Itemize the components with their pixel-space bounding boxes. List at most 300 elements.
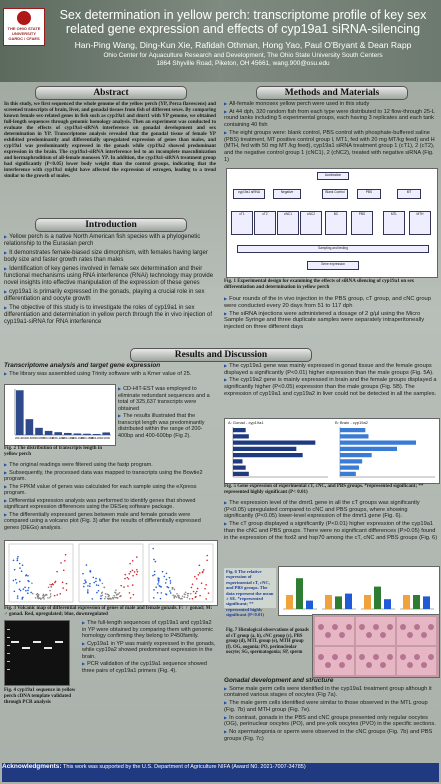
methods-bullet: ▶ All-female monosex yellow perch were used in this study (224, 101, 438, 108)
dmrt-list (224, 500, 438, 542)
methods-heading: Methods and Materials (256, 86, 408, 100)
authors: Han-Ping Wang, Ding-Kun Xie, Rafidah Othman, Hong Yao, Paul O'Bryant & Dean Rapp (74, 40, 412, 50)
introduction-heading: Introduction (35, 218, 187, 232)
result-bullet: ▶ PCR validation of the cyp19a1 sequence showed three pairs of cyp19a1 primers (Fig. 4). (82, 661, 216, 674)
methods-bullet: ▶ The eight groups were: blank control, PBS control with phosphate-buffered saline (PBS) treatment, MT positive control group I, MT1, fed with 20 mg MT/kg feed) and H (MTH, fed with 50 mg MT /kg feed), cyp19a1 siRNA treatment group 1 (cT1), 2 (cT2), and the negative control group 1 (cNC1), 2 (cNC2), treated with negative siRNA (Fig. 1) (224, 130, 438, 164)
result-bullet: ▶ The results illustrated that the transcript length was predominantly distributed within the range of 200-400bp and 400-600bp (Fig 2). (118, 413, 216, 439)
fig7-panel (397, 647, 436, 675)
fig3-point (104, 598, 106, 600)
fig3-caption: Fig. 3 Volcanic map of differential expression of genes of male and female gonads. F: ♀ gonad; M: ♂ gonad. Red, upregulated; blue, downregulated (4, 606, 213, 617)
fig3-point (49, 590, 51, 592)
fig2-bar (102, 432, 110, 435)
fig3-point (108, 596, 110, 598)
fig3-point (157, 577, 159, 579)
fig2-caption: Fig. 2 The distribution of transcripts length in yellow perch (4, 446, 102, 457)
fig1-group: BC (325, 211, 347, 235)
abstract-text: In this study, we first sequenced the whole genome of the yellow perch (YP, Perca flavescens) and screened transcripts of brain, liver, and gonadal tissues from fish of different sexes. By comparing known female sex-related genes in fish such as cyp19a1 and dmrt1 with YP genome, we obtained full-length sequences through genomic homology analysis. Then an experiment was conducted to evaluate the effects of cyp19a1-siRNA interference on gonadal development and sex determination in YP. Transcriptome analysis revealed that the gonadal tissue of female YP exhibited predominantly and differentially upregulated expression of genes than males, and cyp19a1 was predominantly expressed in the gonads while cyp19a2 showed predominant expression in the brain. The cyp19a1-siRNA interference led to an incomplete masculinization and hermaphroditism of all-female monosex YP. In addition, the cyp19a1-siRNA treatment group had significantly (P<0.05) lower body weight than the control groups, indicating that the interference with cyp19a1 might have affected the expression of estrogen, leading to a trend similar to the growth of males. (4, 101, 216, 179)
fig3-point (157, 592, 159, 594)
fig3-point (192, 598, 194, 600)
fig7-histology (312, 614, 440, 678)
fig3-point (154, 574, 156, 576)
fig3-point (129, 563, 131, 565)
fig2-bar (35, 428, 43, 435)
fig3-point (95, 578, 97, 580)
fig3-point (96, 584, 98, 586)
fig3-point (17, 559, 19, 561)
fig7-cell (332, 624, 338, 630)
fig3-point (205, 584, 207, 586)
fig5-bar (340, 434, 369, 438)
fig2-tick-label: 1000-1200 (51, 437, 65, 440)
fig2-bar (26, 419, 34, 435)
fig3-point (114, 597, 116, 599)
fig2-bar (64, 433, 72, 435)
methods-bullet: ▶ Four rounds of the in vivo injection in the PBS group, cT group, and cNC group were conducted every 20 days from 51 to 117 dph (224, 296, 438, 310)
fig4-ladder-band (7, 653, 10, 654)
fig7-cell (387, 654, 393, 660)
fig4-band (11, 641, 19, 643)
fig3-point (27, 592, 29, 594)
fig2-tick-label: 200-400 (15, 437, 25, 440)
fig6-bar (335, 596, 342, 609)
fig3-point (180, 598, 182, 600)
fig3-point (49, 584, 51, 586)
result-bullet: ▶ The cT group displayed a significantly (P<0.01) higher expression of the cyp19a1 than the cNC and PBS groups. There were no significant differences (P>0.05) found in the expression of the foxl2 and hsp70 among the cT, cNC and PBS groups (Fig. 6) (224, 521, 438, 541)
fig6-bar (325, 595, 332, 609)
fig3-point (123, 586, 125, 588)
fig3-point (87, 592, 89, 594)
university-logo (3, 8, 45, 46)
fig6-bar (423, 596, 430, 609)
fig3-point (43, 598, 45, 600)
fig3-panel (149, 544, 213, 602)
fig3-point (19, 567, 21, 569)
fig3-point (48, 587, 50, 589)
fig3-point (178, 597, 180, 599)
fig1-group: MTL (383, 211, 405, 235)
fig1-group: cT1 (231, 211, 253, 235)
fig3-point (159, 586, 161, 588)
fig2-bar-chart (5, 385, 115, 445)
fig6-bar (384, 599, 391, 609)
fig3-point (85, 582, 87, 584)
ack-label: Acknowledgments: (2, 763, 62, 770)
results-heading: Results and Discussion (130, 348, 312, 362)
fig3-point (49, 597, 51, 599)
fig3-point (100, 595, 102, 597)
fig3-point (16, 582, 18, 584)
fig3-point (195, 593, 197, 595)
fig3-point (170, 582, 172, 584)
fig3-point (166, 579, 168, 581)
fig3-point (203, 569, 205, 571)
fig5-bar (340, 466, 359, 470)
fig3-point (152, 575, 154, 577)
fig3-point (28, 587, 30, 589)
title-line-1: Sex determination in yellow perch: transcriptome profile of key sex (59, 8, 427, 22)
logo-text: THE OHIO STATE UNIVERSITY (7, 26, 41, 36)
fig1-blank: Blank Control (322, 189, 348, 199)
fig3-point (137, 571, 139, 573)
results-intro (4, 363, 216, 378)
fig3-point (60, 562, 62, 564)
fig7-cell (421, 632, 427, 638)
fig3-point (56, 594, 58, 596)
university-seal-icon (17, 11, 31, 25)
fig7-cell (414, 654, 420, 660)
fig3-point (62, 587, 64, 589)
fig3-point (173, 596, 175, 598)
fig3-point (103, 586, 105, 588)
intro-bullet: ▶ The objective of this study is to investigate the roles of cyp19a1 in sex differentiation and determination in yellow perch through the in vivo injection of cyp19a1-siRNA for RNA interference (4, 304, 216, 326)
fig3-point (165, 582, 167, 584)
fig3-point (199, 572, 201, 574)
fig1-negative: Negative (273, 189, 301, 199)
fig3-point (87, 585, 89, 587)
fig3-point (30, 592, 32, 594)
fig3-point (196, 578, 198, 580)
fig2-tick-label: 1400-1600 (71, 437, 84, 440)
affiliation (48, 52, 438, 68)
fig4-ladder-band (7, 669, 10, 670)
fig3-point (56, 571, 58, 573)
fig3-point (40, 598, 42, 600)
fig5-bar (233, 434, 249, 438)
fig3-point (184, 596, 186, 598)
fig3-point (130, 597, 132, 599)
fig7-panel (315, 617, 354, 645)
fig3-volcano-plot (5, 541, 217, 605)
fig3-point (37, 596, 39, 598)
fig7-panel (356, 647, 395, 675)
fig5-bar (233, 466, 246, 470)
fig3-point (54, 595, 56, 597)
fig3-point (102, 583, 104, 585)
fig7-cell (373, 654, 379, 660)
fig3-point (120, 595, 122, 597)
poster-title (48, 8, 438, 36)
fig2-bar (83, 434, 91, 435)
fig3-point (188, 593, 190, 595)
pipeline-list (4, 462, 216, 532)
fig3-point (19, 588, 21, 590)
result-bullet: ▶ The cyp19a1 gene was mainly expressed in gonad tissue and the female groups displayed a significantly (P<0.01) higher expression than the male groups (Fig. 5A). (224, 363, 438, 376)
fig1-sampling: Sampling and testing (237, 245, 429, 253)
fig3-point (198, 574, 200, 576)
fig2-tick-label: >2000 (102, 437, 110, 440)
fig2-chart (4, 384, 116, 446)
results-right-list (224, 363, 438, 399)
fig5-bar (233, 447, 296, 451)
fig7-cell (387, 624, 393, 630)
fig3-point (87, 589, 89, 591)
result-bullet: ▶ The full-length sequences of cyp19a1 and cyp19a2 in YP were obtained by comparing them with genomic homology confirming they belong to P450family. (82, 620, 216, 640)
logo-subtext: OARDC / CFAES (8, 36, 40, 41)
fig3-point (83, 583, 85, 585)
result-bullet: ▶ No spermatogonia or sperm were observed in the cNC groups (Fig. 7b) and PBS groups (Fig. 7c) (224, 729, 438, 742)
fig3-point (119, 592, 121, 594)
result-bullet: ▶ The differentially expressed genes between male and female gonads were compared using a volcano plot (Fig. 3) after the results of differentially expressed genes (DEGs) analysis. (4, 512, 216, 532)
result-bullet: ▶ In contrast, gonads in the PBS and cNC groups presented only regular oocytes (OG), perinuclear oocytes (PO), and pre-yolk oocytes (PVO) in the specific sections. (224, 715, 438, 728)
fig5-bar (340, 441, 416, 445)
fig3-point (17, 595, 19, 597)
fig3-point (172, 587, 174, 589)
fig2-tick-label: 1200-1400 (61, 437, 75, 440)
fig3-point (113, 595, 115, 597)
fig5-b-title: B: Brain - cyp19a2 (335, 420, 368, 425)
cyp-list (82, 620, 216, 675)
fig1-diagram (226, 168, 438, 278)
fig3-point (136, 574, 138, 576)
fig7-cell (339, 632, 345, 638)
fig3-point (98, 585, 100, 587)
fig4-band (22, 647, 30, 649)
result-bullet: ▶ The library was assembled using Trinity software with a Kmer value of 25. (4, 371, 216, 378)
fig3-point (155, 586, 157, 588)
fig3-point (170, 580, 172, 582)
fig5-a-title: A: Gonad - cyp19a1 (228, 420, 264, 425)
result-bullet: ▶ Cyp19a1 in YP was mainly expressed in the gonads, while cyp19a2 showed predominant expression in the brain. (82, 641, 216, 661)
fig7-panel (315, 647, 354, 675)
fig3-point (161, 592, 163, 594)
fig3-point (158, 581, 160, 583)
poster-header (0, 0, 441, 82)
fig3-point (98, 590, 100, 592)
fig3-point (136, 569, 138, 571)
fig3-point (90, 571, 92, 573)
fig3-point (120, 585, 122, 587)
fig3-point (15, 579, 17, 581)
fig7-cell (400, 654, 406, 660)
fig3-point (101, 598, 103, 600)
fig3-point (17, 597, 19, 599)
fig1-group: cT2 (254, 211, 276, 235)
fig7-panel (397, 617, 436, 645)
fig6-bar (364, 595, 371, 609)
fig7-cell (318, 654, 324, 660)
fig3-point (21, 598, 23, 600)
fig2-bar (16, 390, 24, 435)
fig6-chart (278, 566, 440, 616)
fig6-caption: Fig. 6 The relative expression of experimental cT, cNC, and PBS groups. The data represent the mean ± SE. *represented significant; ** represented highly significant (P<0.01) (226, 569, 274, 618)
fig3-volcano (4, 540, 218, 606)
fig3-point (99, 578, 101, 580)
fig4-ladder-band (7, 629, 10, 630)
gonadal-heading: Gonadal development and structure (224, 677, 334, 684)
fig3-point (42, 597, 44, 599)
fig3-point (206, 559, 208, 561)
fig7-cell (407, 662, 413, 668)
result-bullet: ▶ The expression level of the dmrt1 gene in all the cT groups was significantly (P<0.05) upregulated compared to cNC and PBS groups, where showing significantly (P<0.05) lower-level expression of the dmrt1 gene (Fig. 6). (224, 500, 438, 520)
fig3-point (163, 576, 165, 578)
fig2-tick-label: 800-1000 (43, 437, 55, 440)
fig3-point (27, 575, 29, 577)
fig5-bar (233, 472, 249, 476)
fig6-bar (286, 595, 293, 609)
fig3-point (128, 578, 130, 580)
fig5-bar-chart (225, 419, 439, 483)
fig3-point (38, 594, 40, 596)
fig3-point (82, 573, 84, 575)
fig3-panel (79, 544, 143, 602)
fig1-pbs: PBS (357, 189, 381, 199)
fig3-point (155, 561, 157, 563)
acknowledgments (2, 763, 439, 782)
fig1-group: MTH (409, 211, 431, 235)
fig3-point (153, 597, 155, 599)
fig3-point (63, 570, 65, 572)
fig3-point (189, 598, 191, 600)
fig7-cell (428, 654, 434, 660)
fig6-bar (374, 587, 381, 609)
fig3-point (96, 592, 98, 594)
methods-list-2 (224, 296, 438, 332)
fig3-point (116, 597, 118, 599)
methods-list (224, 101, 438, 164)
result-bullet: ▶ The FPKM value of genes was calculated for each sample using the eXpress program. (4, 484, 216, 497)
fig7-cell (339, 662, 345, 668)
fig3-point (14, 591, 16, 593)
fig3-point (136, 556, 138, 558)
fig3-point (177, 595, 179, 597)
title-line-2: related gene expression and effects of cyp19a1 siRNA-silencing (65, 22, 421, 36)
fig7-cell (373, 624, 379, 630)
fig7-cell (414, 624, 420, 630)
fig3-point (25, 575, 27, 577)
fig7-cell (366, 632, 372, 638)
fig3-point (31, 583, 33, 585)
fig5-caption: Fig. 5 Gene expression of experimental cT, cNC, and PBS groups. *represented significant; ** represented highly significant (P< 0.01) (224, 484, 424, 495)
fig3-point (204, 588, 206, 590)
fig3-point (13, 560, 15, 562)
fig3-point (154, 571, 156, 573)
fig3-point (24, 587, 26, 589)
fig3-point (45, 594, 47, 596)
fig3-point (195, 596, 197, 598)
fig3-point (199, 595, 201, 597)
fig3-point (50, 595, 52, 597)
fig3-point (93, 582, 95, 584)
fig3-point (37, 598, 39, 600)
fig6-bar (345, 594, 352, 609)
result-bullet: ▶ The original readings were filtered using the fastp program. (4, 462, 216, 469)
fig3-point (114, 592, 116, 594)
fig3-point (19, 563, 21, 565)
fig4-caption: Fig. 4 cyp19a1 sequence in yellow perch cDNA template validated through PCR analysis (4, 688, 76, 705)
intro-bullet: ▶ Identification of key genes involved in female sex determination and their functional mechanisms using RNA interference (RNAi) technology may provide novel insights into effective manipulation of the expression of these genes (4, 265, 216, 287)
fig3-point (54, 582, 56, 584)
fig1-mt: MT (397, 189, 421, 199)
fig3-point (25, 590, 27, 592)
intro-bullet: ▶ cyp19a1 is primarily expressed in the gonads, playing a crucial role in sex differentiation and oocyte growth (4, 288, 216, 303)
fig3-point (183, 593, 185, 595)
fig7-cell (346, 624, 352, 630)
fig3-point (201, 582, 203, 584)
fig3-point (174, 589, 176, 591)
fig4-gel (4, 620, 70, 686)
fig3-point (202, 572, 204, 574)
fig3-point (27, 590, 29, 592)
fig4-ladder-band (7, 661, 10, 662)
fig3-point (105, 596, 107, 598)
fig3-point (166, 573, 168, 575)
fig3-panel (9, 544, 73, 602)
fig3-point (65, 554, 67, 556)
affiliation-line-2: 1864 Shyville Road, Piketon, OH 45661, wang.900@osu.edu (156, 60, 330, 67)
methods-bullet: ▶ At 44 dph, 320 random fish from each type were distributed to 12 flow-through 25-L round tanks including 5 experimental groups, each having 3 replicates and each tank containing 40 fish (224, 109, 438, 129)
fig3-point (27, 580, 29, 582)
fig5-bar (340, 447, 397, 451)
fig3-point (152, 548, 154, 550)
fig3-point (108, 598, 110, 600)
fig2-bar (74, 433, 82, 435)
fig3-point (185, 592, 187, 594)
ack-text: This work was supported by the U.S. Department of Agriculture NIFA (Award N0. 2021-7007-34785) (63, 764, 306, 770)
fig7-cell (366, 662, 372, 668)
fig4-band (55, 641, 63, 643)
fig7-cell (359, 654, 365, 660)
fig3-point (50, 593, 52, 595)
fig2-bar (45, 431, 53, 435)
fig6-caption-box (224, 568, 276, 618)
fig3-point (134, 571, 136, 573)
fig3-point (92, 598, 94, 600)
fig3-point (17, 556, 19, 558)
fig3-point (187, 595, 189, 597)
fig3-point (153, 559, 155, 561)
fig7-panel (356, 617, 395, 645)
fig3-point (166, 594, 168, 596)
fig3-point (153, 589, 155, 591)
fig3-point (182, 595, 184, 597)
fig3-point (132, 560, 134, 562)
fig3-point (32, 593, 34, 595)
fig5-bar (340, 453, 372, 457)
fig2-bar (93, 434, 101, 435)
fig3-point (128, 573, 130, 575)
fig3-point (50, 586, 52, 588)
fig5-bar (233, 441, 315, 445)
fig2-tick-label: 1800-2000 (90, 437, 103, 440)
fig3-point (118, 593, 120, 595)
methods-bullet: ▶ The siRNA injections were administered a dosage of 2 g/μl using the Micro Sample Syringe and three duplicate samples were separately intraperitoneally injected on three different days (224, 311, 438, 331)
affiliation-line-1: Ohio Center for Aquaculture Research and Development, The Ohio State University South Centers (103, 52, 383, 59)
fig3-point (19, 581, 21, 583)
fig1-group: PBS (351, 211, 373, 235)
fig3-point (89, 583, 91, 585)
fig3-point (172, 595, 174, 597)
fig3-point (196, 591, 198, 593)
fig3-point (21, 570, 23, 572)
fig6-bar (413, 595, 420, 609)
fig3-point (169, 577, 171, 579)
fig3-point (176, 593, 178, 595)
fig3-point (157, 579, 159, 581)
fig3-point (86, 564, 88, 566)
fig3-point (112, 598, 114, 600)
fig3-point (168, 587, 170, 589)
fig3-point (208, 592, 210, 594)
fig4-ladder-band (7, 637, 10, 638)
fig3-point (186, 597, 188, 599)
fig3-point (110, 598, 112, 600)
fig2-bar (54, 432, 62, 435)
fig3-point (194, 576, 196, 578)
fig7-cell (428, 624, 434, 630)
fig3-point (66, 583, 68, 585)
fig7-cell (421, 662, 427, 668)
fig3-point (124, 578, 126, 580)
